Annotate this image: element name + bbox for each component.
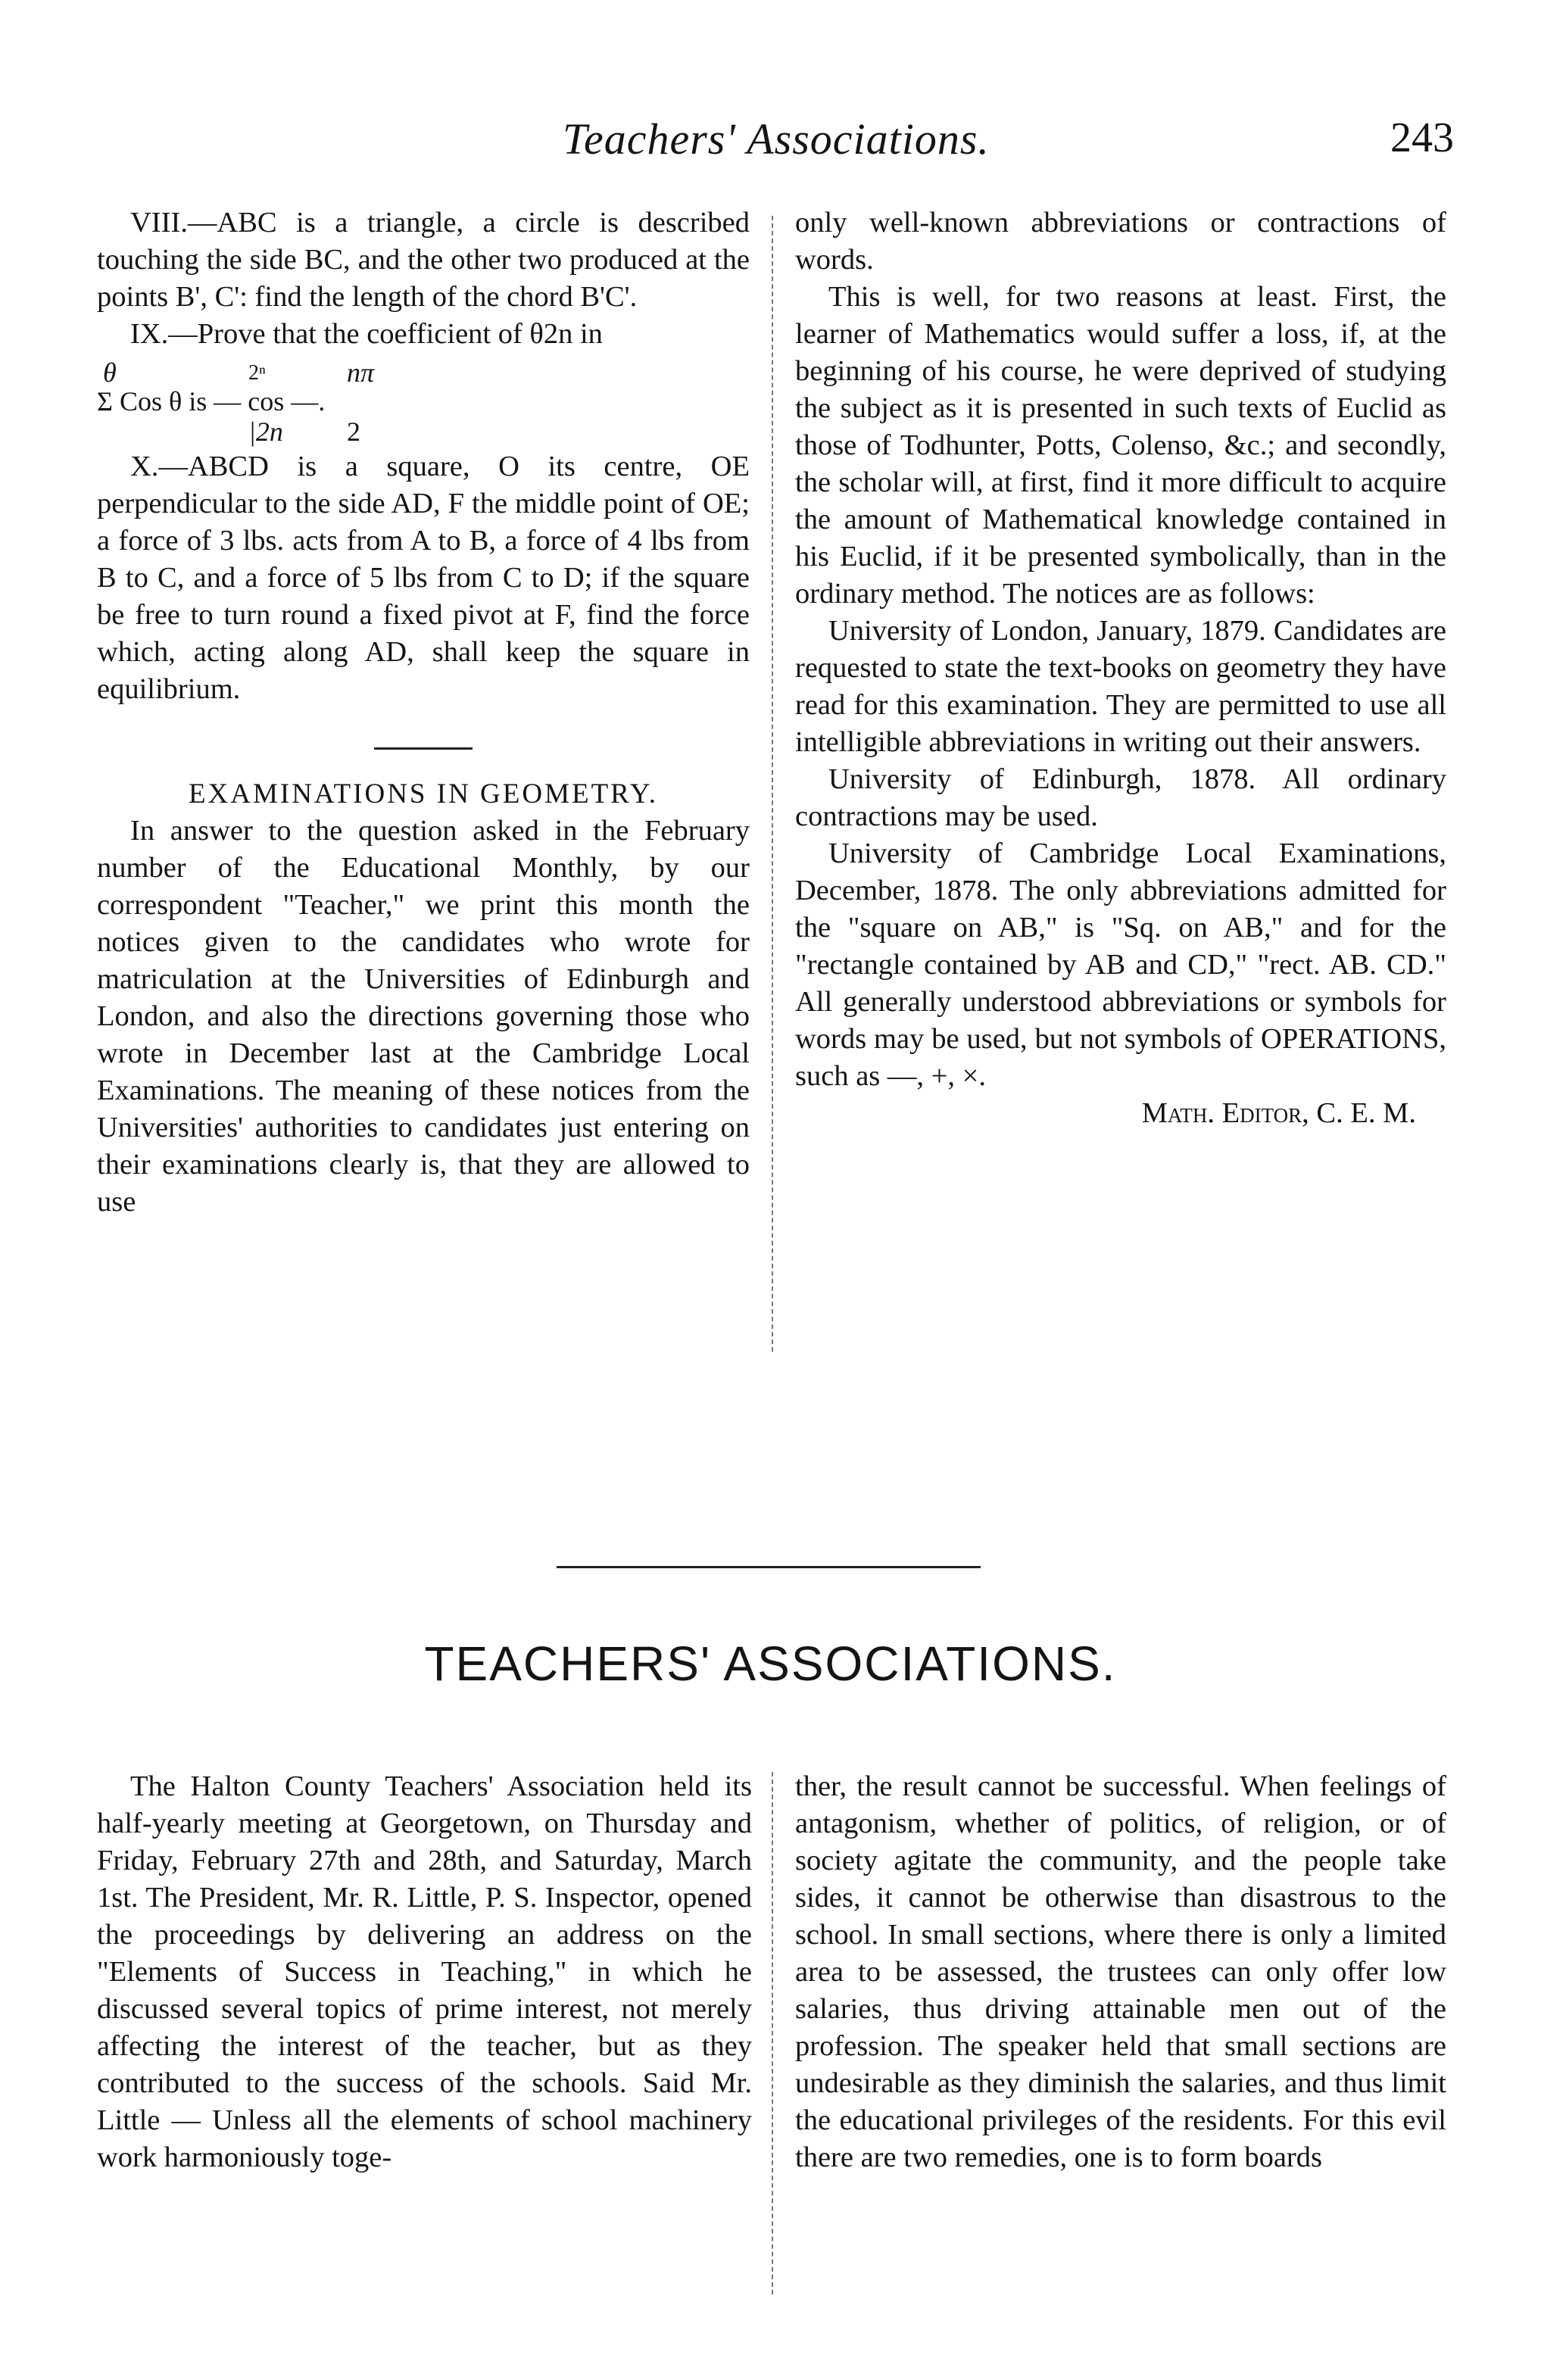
geometry-intro: In answer to the question asked in the February number of the Educational Monthly, by our correspondent "Teacher," we print this month the notices given to the candidates who wrote for matriculation at the Universities of Edinburgh and London, and also the directions governing those who wrote in December last at the Cambridge Local Examinations. The meaning of these notices from the Universities' authorities to candidates just entering on their examinations clearly is, that they are allowed to use	[97, 815, 750, 1218]
article-right-column	[795, 1768, 1446, 2176]
problem-viii: VIII.—ABC is a triangle, a circle is described touching the side BC, and the other two produced at the points B', C': find the length of the chord B'C'.	[97, 207, 750, 313]
notice-cambridge: University of Cambridge Local Examinations, December, 1878. The only abbreviations admitted for the "square on AB," is "Sq. on AB," and for the "rectangle contained by AB and CD," "rect. AB. CD." All generally understood abbreviations or symbols for words may be used, but not symbols of OPERATIONS, such as —, +, ×.	[795, 838, 1446, 1092]
running-header	[98, 114, 1454, 174]
formula-top-npi: nπ	[347, 357, 375, 388]
article-right-text: ther, the result cannot be successful. When feelings of antagonism, whether of politics, of religion, or of society agitate the community, and the people take sides, it cannot be otherwise than disastrous to the school. In small sections, where there is only a limited area to be assessed, the trustees can only offer low salaries, thus driving attainable men out of the profession. The speaker held that small sections are undesirable as they diminish the salaries, and thus limit the educational privileges of the residents. For this evil there are two remedies, one is to form boards	[795, 1770, 1446, 2173]
column-separator-bottom	[772, 1772, 773, 2294]
formula-theta: θ	[103, 357, 117, 388]
formula-bottom-2: 2	[347, 416, 360, 447]
continuation-text: only well-known abbreviations or contractions of words.	[795, 207, 1446, 276]
running-title: Teachers' Associations.	[563, 114, 990, 164]
signature: Math. Editor, C. E. M.	[1141, 1097, 1416, 1129]
formula-bottom-2n: |2n	[248, 416, 283, 447]
section-heading: EXAMINATIONS IN GEOMETRY.	[188, 778, 659, 809]
article-divider	[557, 1566, 981, 1568]
section-divider	[374, 747, 473, 750]
problem-x: X.—ABCD is a square, O its centre, OE perpendicular to the side AD, F the middle point of OE; a force of 3 lbs. acts from A to B, a force of 4 lbs from B to C, and a force of 5 lbs from C to D; if the square be free to turn round a fixed pivot at F, find the force which, acting along AD, shall keep the square in equilibrium.	[97, 451, 750, 705]
formula-sigma-line: Σ Cos θ is — cos —.	[97, 386, 326, 416]
formula	[97, 354, 750, 445]
article-left-column	[97, 1768, 752, 2176]
column-separator-top	[772, 216, 773, 1352]
formula-top-n: 2ⁿ	[248, 361, 266, 385]
left-column-top	[97, 204, 750, 1221]
article-title: TEACHERS' ASSOCIATIONS.	[424, 1636, 1117, 1691]
problem-ix: IX.—Prove that the coefficient of θ2n in	[130, 318, 603, 350]
notice-edinburgh: University of Edinburgh, 1878. All ordinary contractions may be used.	[795, 763, 1446, 832]
right-column-top	[795, 204, 1446, 1132]
article-left-text: The Halton County Teachers' Association held its half-yearly meeting at Georgetown, on Thursday and Friday, February 27th and 28th, and Saturday, March 1st. The President, Mr. R. Little, P. S. Inspector, opened the proceedings by delivering an address on the "Elements of Success in Teaching," in which he discussed several topics of prime interest, not merely affecting the interest of the teacher, but as they contributed to the success of the schools. Said Mr. Little — Unless all the elements of school machinery work harmoniously toge-	[97, 1770, 752, 2173]
reasons-paragraph: This is well, for two reasons at least. First, the learner of Mathematics would suffer a loss, if, at the beginning of his course, he were deprived of studying the subject as it is presented in such texts of Euclid as those of Todhunter, Potts, Colenso, &c.; and secondly, the scholar will, at first, find it more difficult to acquire the amount of Mathematical knowledge contained in his Euclid, if it be presented symbolically, than in the ordinary method. The notices are as follows:	[795, 281, 1446, 610]
page-number: 243	[1390, 114, 1454, 161]
notice-london: University of London, January, 1879. Candidates are requested to state the text-books on geometry they have read for this examination. They are permitted to use all intelligible abbreviations in writing out their answers.	[795, 615, 1446, 758]
